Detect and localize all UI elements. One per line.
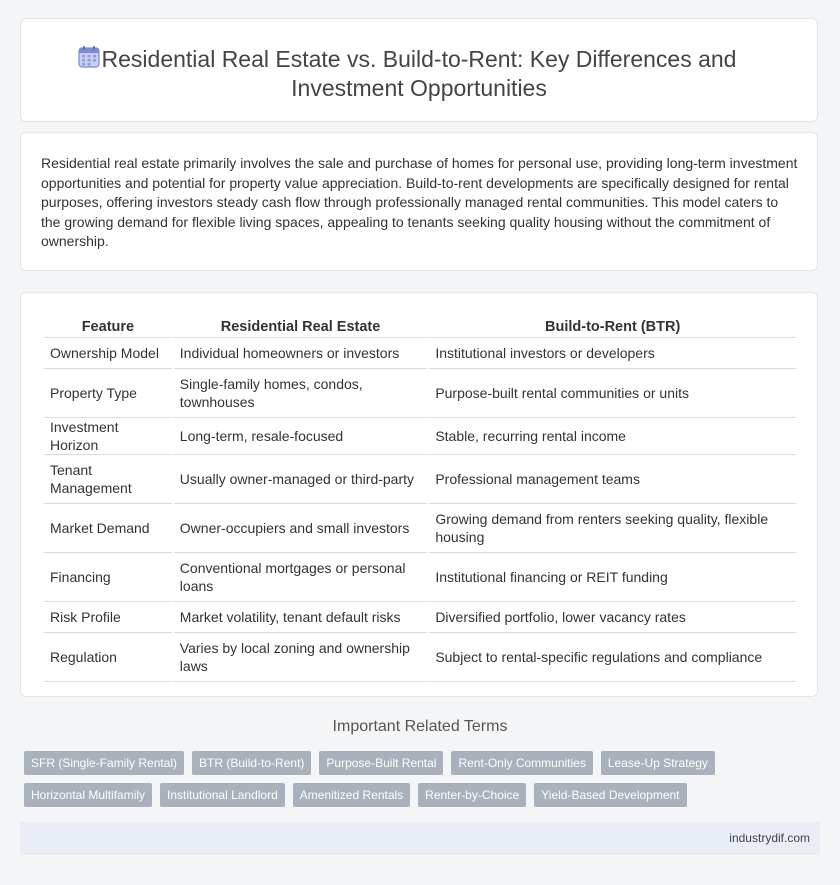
table-row <box>44 418 796 455</box>
related-term-tag[interactable]: Lease-Up Strategy <box>601 751 715 775</box>
related-term-tag[interactable]: Rent-Only Communities <box>451 751 592 775</box>
table-cell: Professional management teams <box>429 455 796 504</box>
related-term-tag[interactable]: BTR (Build-to-Rent) <box>192 751 311 775</box>
table-row <box>44 504 796 553</box>
table-row <box>44 338 796 369</box>
table-cell: Diversified portfolio, lower vacancy rates <box>429 602 796 633</box>
table-row <box>44 553 796 602</box>
page-title <box>21 45 817 103</box>
table-cell: Institutional investors or developers <box>429 338 796 369</box>
related-terms-title: Important Related Terms <box>332 718 508 735</box>
related-term-tag[interactable]: Institutional Landlord <box>160 783 285 807</box>
source-link[interactable]: industrydif.com <box>729 831 810 845</box>
intro-paragraph: Residential real estate primarily involves the sale and purchase of homes for personal use, providing long-term investment opportunities and potential for property value appreciation. Build-to-rent developments are specifically designed for rental purposes, offering investors steady cash flow through professionally managed rental communities. This model caters to the growing demand for flexible living spaces, appealing to tenants seeking quality housing without the commitment of ownership. <box>41 155 798 249</box>
comparison-table-card <box>20 292 818 697</box>
table-cell: Owner-occupiers and small investors <box>174 504 428 553</box>
table-cell: Investment Horizon <box>44 418 172 455</box>
table-cell: Institutional financing or REIT funding <box>429 553 796 602</box>
table-row <box>44 633 796 682</box>
table-cell: Varies by local zoning and ownership laws <box>174 633 428 682</box>
table-cell: Risk Profile <box>44 602 172 633</box>
table-cell: Single-family homes, condos, townhouses <box>174 369 428 418</box>
table-cell: Ownership Model <box>44 338 172 369</box>
table-cell: Long-term, resale-focused <box>174 418 428 455</box>
related-term-tag[interactable]: Yield-Based Development <box>534 783 686 807</box>
intro-card <box>20 132 818 271</box>
table-cell: Property Type <box>44 369 172 418</box>
table-cell: Regulation <box>44 633 172 682</box>
table-header-row <box>44 315 796 338</box>
tag-row <box>24 783 724 807</box>
related-term-tag[interactable]: Amenitized Rentals <box>293 783 410 807</box>
related-terms-tags <box>24 751 724 815</box>
table-row <box>44 602 796 633</box>
column-header: Feature <box>44 315 172 338</box>
related-term-tag[interactable]: SFR (Single-Family Rental) <box>24 751 184 775</box>
table-cell: Market volatility, tenant default risks <box>174 602 428 633</box>
related-term-tag[interactable]: Renter-by-Choice <box>418 783 526 807</box>
table-cell: Growing demand from renters seeking quality, flexible housing <box>429 504 796 553</box>
table-row <box>44 455 796 504</box>
column-header: Residential Real Estate <box>174 315 428 338</box>
table-cell: Conventional mortgages or personal loans <box>174 553 428 602</box>
table-cell: Market Demand <box>44 504 172 553</box>
tag-row <box>24 751 724 775</box>
table-cell: Subject to rental-specific regulations and compliance <box>429 633 796 682</box>
page-title-line1: Residential Real Estate vs. Build-to-Rent: Key Differences and <box>101 46 737 72</box>
table-cell: Usually owner-managed or third-party <box>174 455 428 504</box>
table-row <box>44 369 796 418</box>
table-cell: Purpose-built rental communities or units <box>429 369 796 418</box>
page-title-line2: Investment Opportunities <box>291 75 547 101</box>
table-cell: Financing <box>44 553 172 602</box>
related-term-tag[interactable]: Purpose-Built Rental <box>319 751 443 775</box>
table-cell: Individual homeowners or investors <box>174 338 428 369</box>
title-card <box>20 18 818 122</box>
comparison-table <box>42 315 798 682</box>
table-cell: Tenant Management <box>44 455 172 504</box>
footer <box>20 822 820 855</box>
column-header: Build-to-Rent (BTR) <box>429 315 796 338</box>
table-cell: Stable, recurring rental income <box>429 418 796 455</box>
related-term-tag[interactable]: Horizontal Multifamily <box>24 783 152 807</box>
